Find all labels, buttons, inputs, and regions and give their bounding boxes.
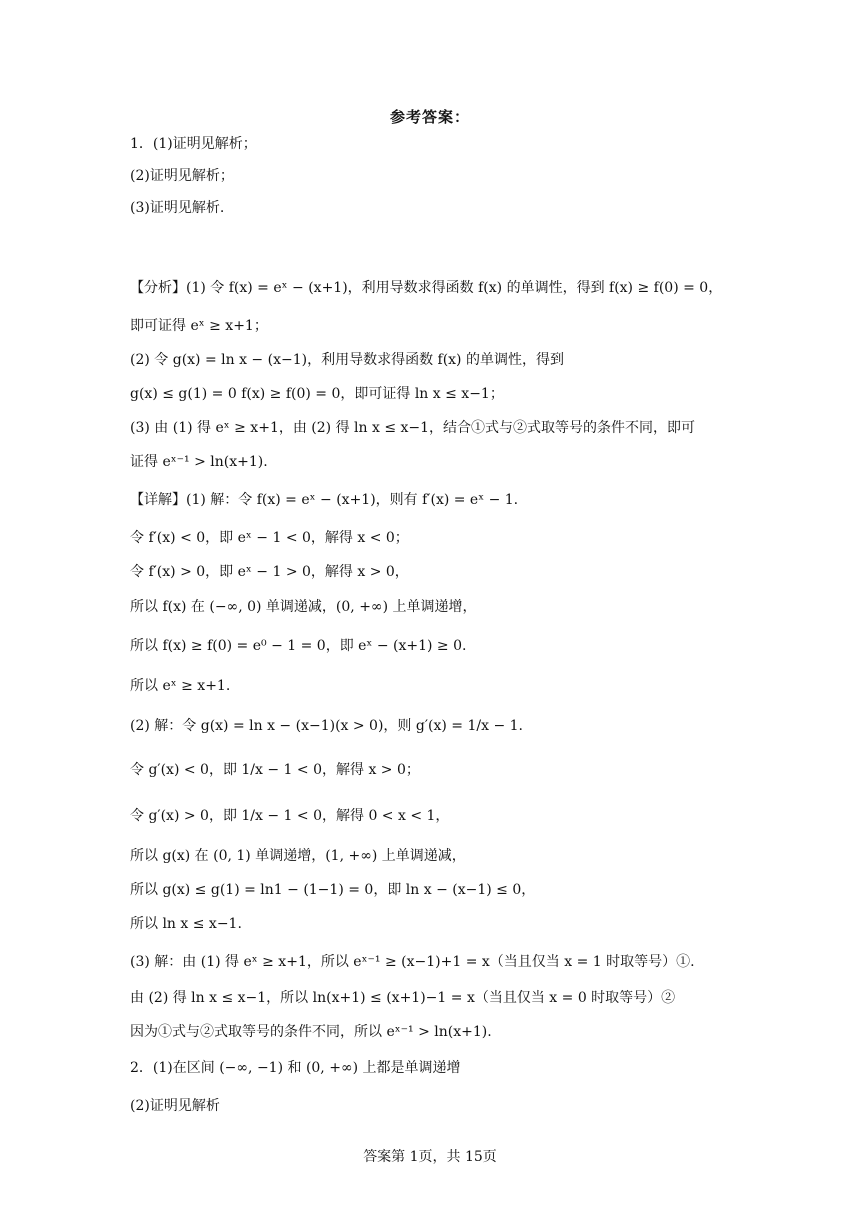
detail-line-7: (2) 解：令 g(x) = ln x − (x−1)(x > 0)，则 g′(x) = 1/x − 1. [130,718,523,734]
detail-line-12: 所以 ln x ≤ x−1. [130,916,242,932]
detail-line-1: 【详解】(1) 解：令 f(x) = eˣ − (x+1)，则有 f′(x) = eˣ − 1. [130,492,519,508]
analysis-line-3: (2) 令 g(x) = ln x − (x−1)，利用导数求得函数 f(x) 的单调性，得到 [130,352,564,368]
answer-2-part-2: (2)证明见解析 [130,1098,220,1114]
answer-1-part-3: (3)证明见解析. [130,200,225,216]
detail-line-9: 令 g′(x) > 0，即 1/x − 1 < 0，解得 0 < x < 1， [130,808,450,824]
detail-line-10: 所以 g(x) 在 (0, 1) 单调递增，(1, +∞) 上单调递减， [130,848,466,864]
answer-1-part-1: 1．(1)证明见解析； [130,136,257,152]
analysis-line-6: 证得 eˣ⁻¹ > ln(x+1). [130,454,268,470]
detail-line-13: (3) 解：由 (1) 得 eˣ ≥ x+1，所以 eˣ⁻¹ ≥ (x−1)+1 = x（当且仅当 x = 1 时取等号）①. [130,954,695,970]
detail-line-2: 令 f′(x) < 0，即 eˣ − 1 < 0，解得 x < 0； [130,530,409,546]
page-title: 参考答案： [389,108,470,126]
analysis-line-4: g(x) ≤ g(1) = 0 f(x) ≥ f(0) = 0，即可证得 ln x ≤ x−1； [130,386,504,402]
detail-line-14: 由 (2) 得 ln x ≤ x−1，所以 ln(x+1) ≤ (x+1)−1 = x（当且仅当 x = 0 时取等号）② [130,990,676,1006]
detail-line-15: 因为①式与②式取等号的条件不同，所以 eˣ⁻¹ > ln(x+1). [130,1024,492,1040]
detail-line-8: 令 g′(x) < 0，即 1/x − 1 < 0，解得 x > 0； [130,762,420,778]
detail-line-5: 所以 f(x) ≥ f(0) = e⁰ − 1 = 0，即 eˣ − (x+1) ≥ 0. [130,638,467,654]
detail-line-3: 令 f′(x) > 0，即 eˣ − 1 > 0，解得 x > 0， [130,564,409,580]
answer-1-part-2: (2)证明见解析； [130,168,234,184]
page-footer: 答案第 1页，共 15页 [363,1149,497,1165]
answer-2-part-1: 2．(1)在区间 (−∞, −1) 和 (0, +∞) 上都是单调递增 [130,1060,461,1076]
analysis-line-1: 【分析】(1) 令 f(x) = eˣ − (x+1)，利用导数求得函数 f(x) 的单调性，得到 f(x) ≥ f(0) = 0， [130,280,723,296]
detail-line-11: 所以 g(x) ≤ g(1) = ln1 − (1−1) = 0，即 ln x − (x−1) ≤ 0， [130,882,536,898]
analysis-line-5: (3) 由 (1) 得 eˣ ≥ x+1，由 (2) 得 ln x ≤ x−1，结合①式与②式取等号的条件不同，即可 [130,420,696,436]
detail-line-4: 所以 f(x) 在 (−∞, 0) 单调递减，(0, +∞) 上单调递增， [130,599,477,615]
detail-line-6: 所以 eˣ ≥ x+1. [130,678,231,694]
analysis-line-2: 即可证得 eˣ ≥ x+1； [130,318,268,334]
